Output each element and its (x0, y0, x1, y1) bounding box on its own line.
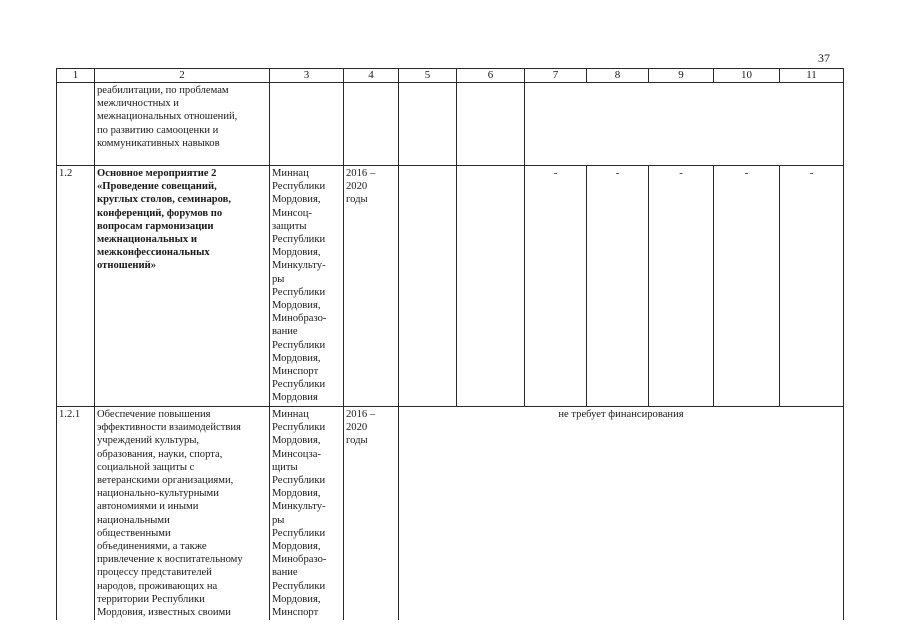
executor-cell (270, 166, 344, 407)
executor-cell (270, 83, 344, 166)
text-line: Республики (272, 580, 326, 592)
row-number (57, 83, 95, 166)
text-line: Мордовия, (272, 488, 321, 500)
column-header: 3 (270, 69, 344, 83)
text-line: Миннац (272, 168, 309, 179)
dash-value: - (744, 168, 749, 179)
text-line: привлечение к воспитательному (97, 554, 243, 566)
column-header: 4 (344, 69, 399, 83)
text-line: вание (272, 567, 298, 579)
period-cell (344, 83, 399, 166)
text-line: Республики (272, 339, 326, 351)
text-line: Минспорт (272, 366, 319, 378)
text-line: Мордовия, известных своими (97, 607, 231, 619)
column-header: 5 (399, 69, 457, 83)
dash-value: - (615, 168, 620, 179)
amount-cell (780, 166, 844, 407)
text-line: процессу представителей (97, 567, 212, 579)
table-row (57, 407, 844, 621)
row-number: 1.2.1 (57, 407, 95, 621)
period-end: 2020 (346, 422, 368, 434)
text-line: Республики (272, 527, 326, 539)
text-line: Основное мероприятие 2 (97, 168, 217, 179)
text-line: ры (272, 273, 285, 285)
page-number: 37 (818, 51, 830, 65)
text-line: национальными (97, 514, 170, 526)
text-line: защиты (272, 220, 307, 232)
text-line: ветеранскими организациями, (97, 475, 234, 487)
text-line: ры (272, 514, 285, 526)
text-line: общественными (97, 527, 171, 539)
program-table (56, 68, 844, 620)
text-line: Мордовия, (272, 352, 321, 364)
table-row (57, 83, 844, 166)
column-header: 11 (780, 69, 844, 83)
text-line: Мордовия, (272, 300, 321, 312)
financing-note: не требует финансирования (399, 407, 844, 621)
period-unit: годы (346, 435, 368, 447)
text-line: круглых столов, семинаров, (97, 194, 232, 206)
text-line: социальной защиты с (97, 461, 195, 473)
text-line: Республики (272, 379, 326, 391)
empty-cell (399, 166, 457, 407)
text-line: межконфессиональных (97, 247, 210, 259)
text-line: Обеспечение повышения (97, 409, 211, 420)
text-line: Минобразо- (272, 554, 327, 566)
text-line: вопросам гармонизации (97, 220, 214, 232)
text-line: «Проведение совещаний, (97, 181, 217, 193)
column-header: 8 (587, 69, 649, 83)
column-header: 7 (525, 69, 587, 83)
period-unit: годы (346, 194, 368, 206)
text-line: конференций, форумов по (97, 207, 223, 219)
text-line: Республики (272, 181, 326, 193)
text-line: Мордовия, (272, 435, 321, 447)
text-line: эффективности взаимодействия (97, 422, 241, 434)
column-number-row (57, 69, 844, 83)
text-line: образования, науки, спорта, (97, 448, 223, 460)
text-line: Минкульту- (272, 260, 326, 272)
column-header: 10 (714, 69, 780, 83)
text-line: автономиями и иными (97, 501, 199, 513)
text-line: вание (272, 326, 298, 338)
text-line: Миннац (272, 409, 309, 420)
text-line: Республики (272, 286, 326, 298)
amount-cell (587, 166, 649, 407)
text-line: Минобразо- (272, 313, 327, 325)
text-line: Минсоц- (272, 207, 312, 219)
period-end: 2020 (346, 181, 368, 193)
amount-cell (649, 166, 714, 407)
text-line: межнациональных и (97, 234, 197, 246)
text-line: Мордовия (272, 392, 318, 404)
column-header: 2 (95, 69, 270, 83)
empty-cell (399, 83, 457, 166)
text-line: Минсоцза- (272, 448, 321, 460)
text-line: Минкульту- (272, 501, 326, 513)
financing-cell (525, 83, 844, 166)
text-line: Мордовия, (272, 247, 321, 259)
measure-title (95, 407, 270, 621)
row-number: 1.2 (57, 166, 95, 407)
column-header: 6 (457, 69, 525, 83)
amount-cell (714, 166, 780, 407)
text-line: учреждений культуры, (97, 435, 200, 447)
text-line: коммуникативных навыков (97, 137, 220, 149)
column-header: 9 (649, 69, 714, 83)
text-line: межличностных и (97, 98, 179, 110)
dash-value: - (679, 168, 683, 179)
measure-title (95, 166, 270, 407)
text-line: объединениями, а также (97, 541, 207, 553)
text-line: Мордовия, (272, 541, 321, 553)
text-line: по развитию самооценки и (97, 124, 219, 136)
text-line: щиты (272, 461, 298, 473)
text-line: отношений» (97, 260, 157, 272)
measure-title (95, 83, 270, 166)
text-line: Республики (272, 422, 326, 434)
text-line: Мордовия, (272, 194, 321, 206)
period-start: 2016 – (346, 168, 376, 179)
period-start: 2016 – (346, 409, 376, 420)
text-line: Республики (272, 234, 326, 246)
table-row (57, 166, 844, 407)
text-line: Республики (272, 475, 326, 487)
executor-cell (270, 407, 344, 621)
amount-cell (525, 166, 587, 407)
period-cell (344, 166, 399, 407)
dash-value: - (553, 168, 558, 179)
text-line: национально-культурными (97, 488, 219, 500)
text-line: Мордовия, (272, 593, 321, 605)
column-header: 1 (57, 69, 95, 83)
dash-value: - (809, 168, 814, 179)
text-line: реабилитации, по проблемам (97, 85, 229, 96)
empty-cell (457, 166, 525, 407)
empty-cell (457, 83, 525, 166)
text-line: территории Республики (97, 593, 205, 605)
period-cell (344, 407, 399, 621)
text-line: Минспорт (272, 607, 319, 619)
text-line: народов, проживающих на (97, 580, 218, 592)
text-line: межнациональных отношений, (97, 111, 238, 123)
